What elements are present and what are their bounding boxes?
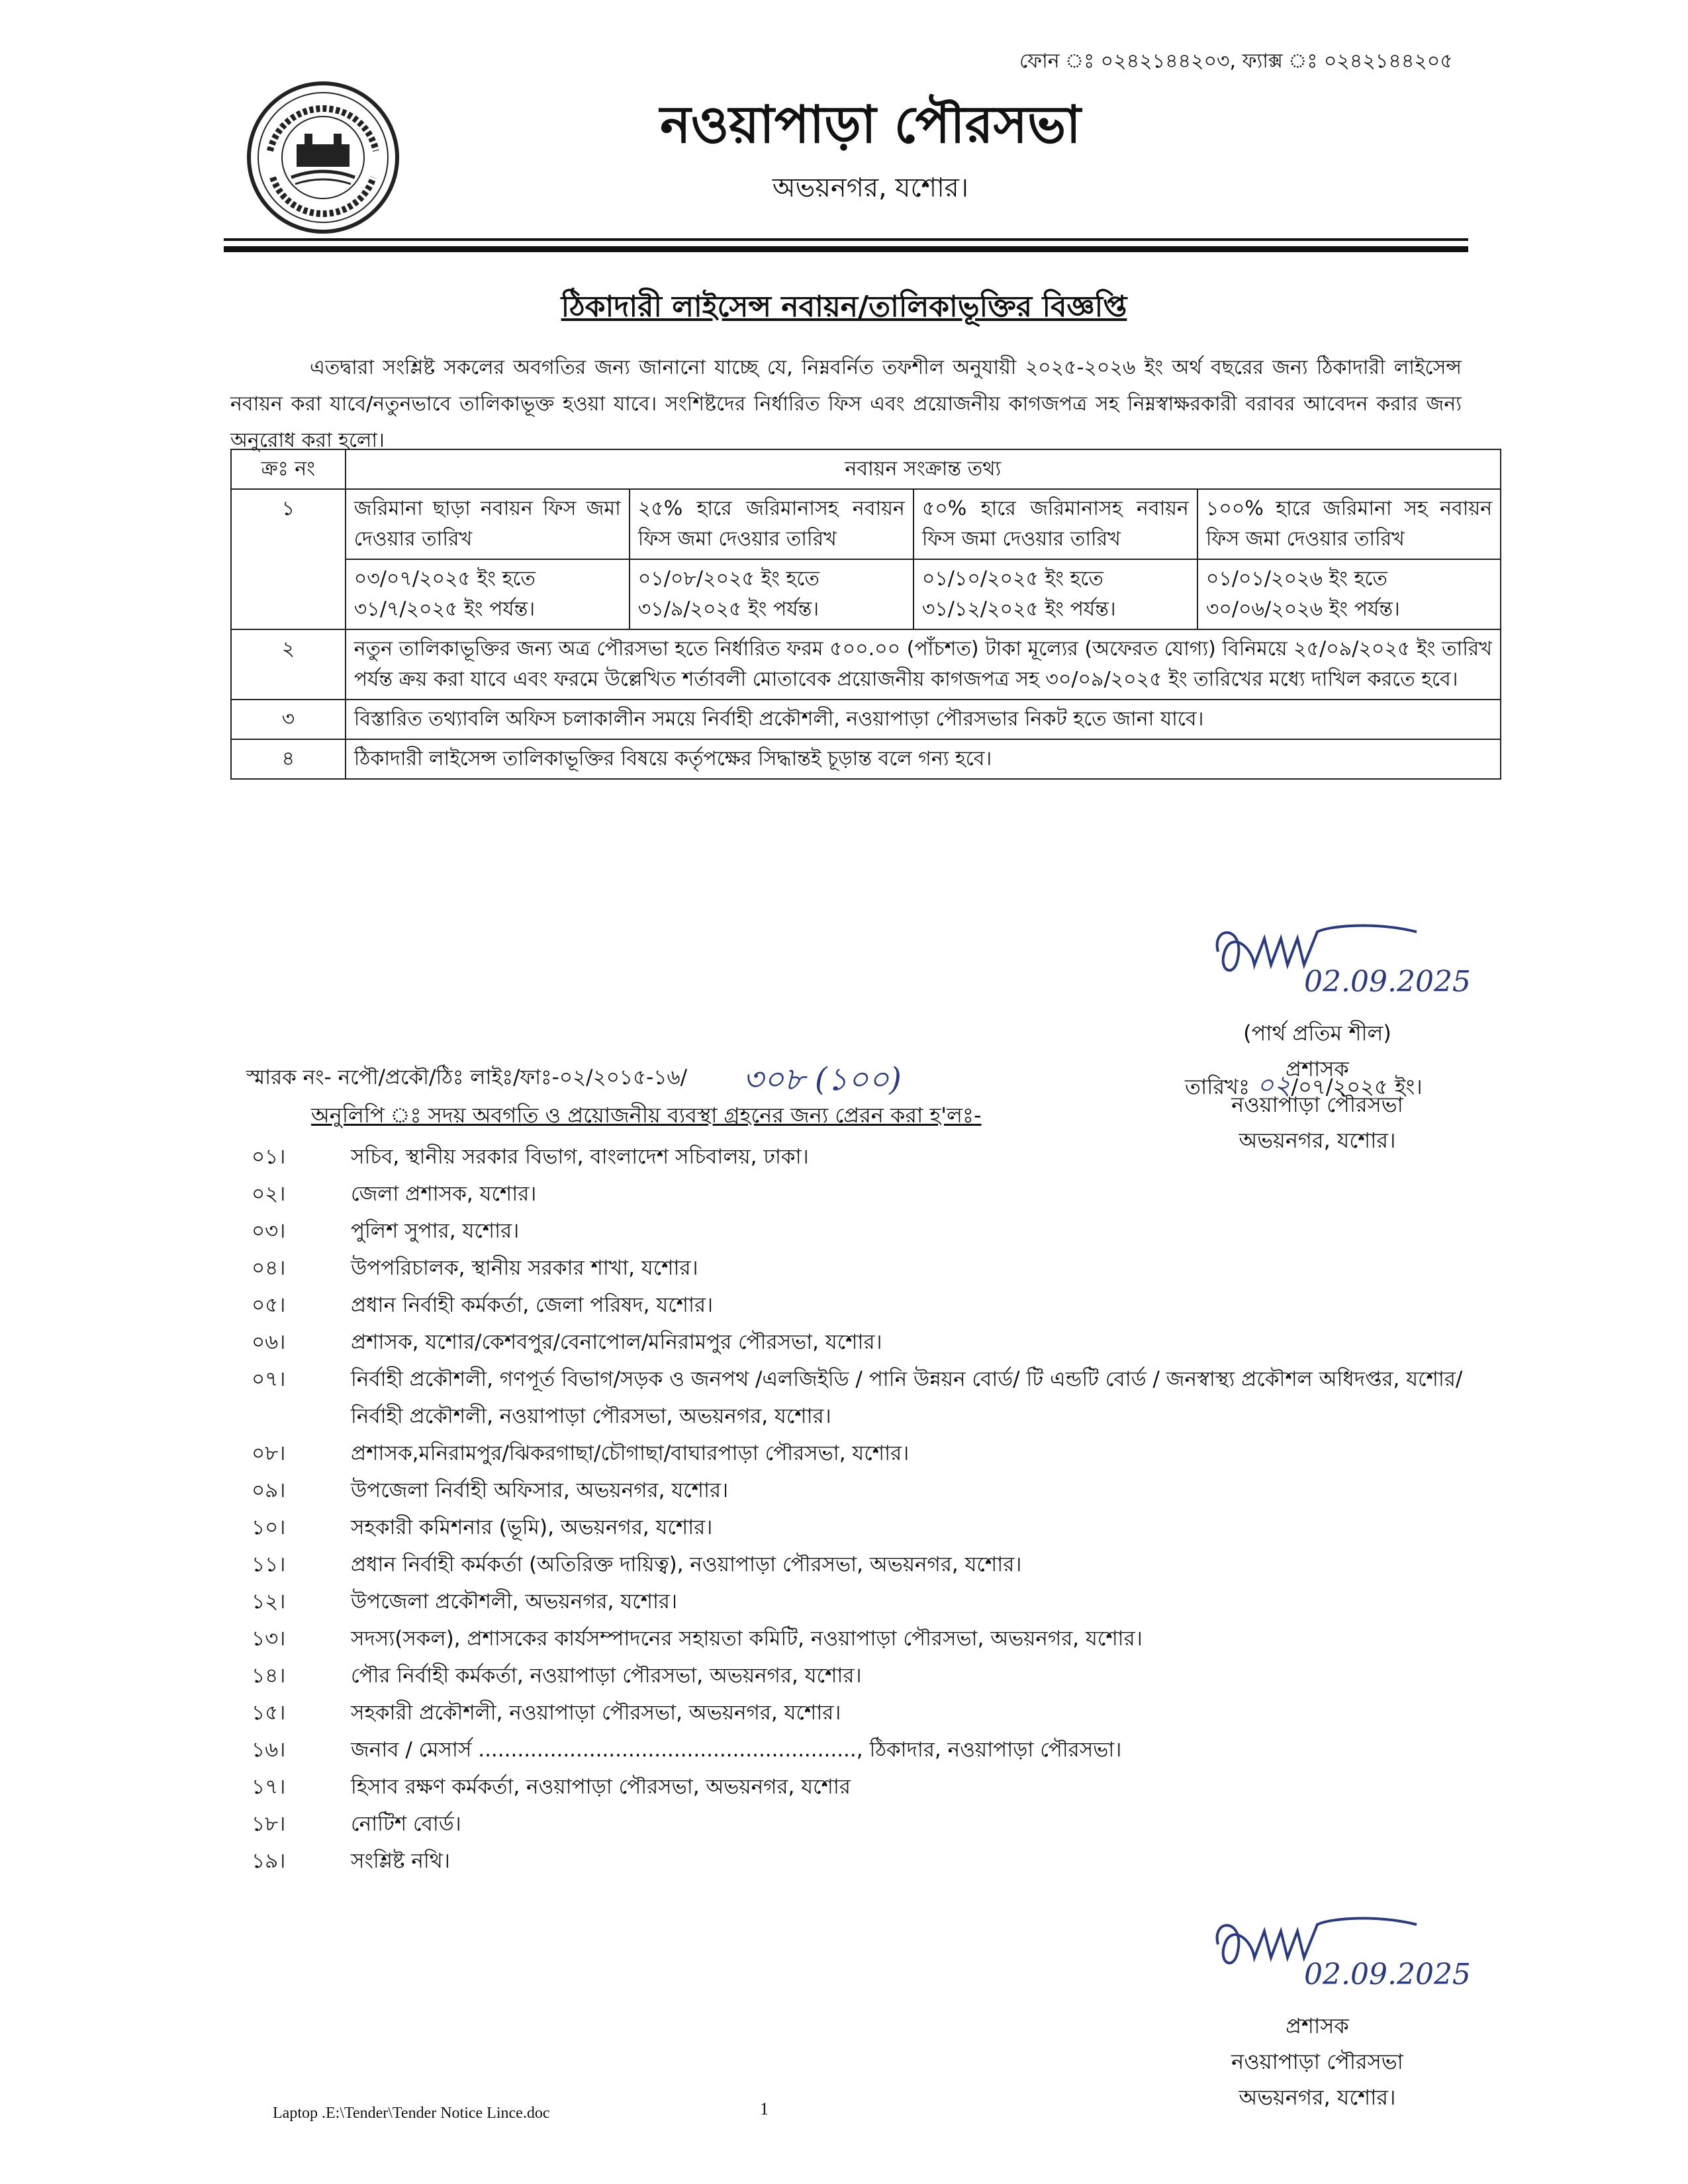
list-item-text: উপজেলা প্রকৌশলী, অভয়নগর, যশোর।	[351, 1590, 678, 1614]
date-label: তারিখঃ	[1185, 1074, 1250, 1099]
list-item	[252, 1287, 1509, 1324]
list-item-text: উপপরিচালক, স্থানীয় সরকার শাখা, যশোর।	[351, 1256, 698, 1280]
signature-icon	[1205, 1905, 1471, 1997]
row-serial: ১	[231, 489, 346, 629]
list-item	[252, 1620, 1509, 1657]
list-item-text: জনাব / মেসার্স .........................................................., ঠিকাদার, নওয়াপাড়া পৌরসভা।	[351, 1738, 1122, 1762]
date-day: ০২	[1256, 1070, 1291, 1101]
signatory-block-2	[1178, 1905, 1471, 2115]
organization-name: নওয়াপাড়া পৌরসভা	[660, 95, 1081, 155]
phase-dates	[630, 559, 914, 629]
phase-dates	[914, 559, 1197, 629]
list-item-text: প্রধান নির্বাহী কর্মকর্তা, জেলা পরিষদ, যশোর।	[351, 1293, 714, 1317]
list-item	[252, 1583, 1509, 1620]
list-item-text: জেলা প্রশাসক, যশোর।	[351, 1182, 537, 1206]
list-item	[252, 1138, 1509, 1175]
signatory-designation: প্রশাসক	[1286, 2013, 1349, 2038]
row-text: ঠিকাদারী লাইসেন্স তালিকাভূক্তির বিষয়ে কর্তৃপক্ষের সিদ্ধান্তই চূড়ান্ত বলে গন্য হবে।	[346, 739, 1501, 779]
phase-from: ০১/০১/২০২৬ ইং হতে	[1205, 567, 1387, 590]
phase-to: ৩১/৭/২০২৫ ইং পর্যন্ত।	[353, 598, 536, 621]
distribution-list	[252, 1138, 1509, 1880]
copy-to-heading: অনুলিপি ঃ সদয় অবগতি ও প্রয়োজনীয় ব্যবস্থা গ্রহনের জন্য প্রেরন করা হ'লঃ-	[311, 1103, 982, 1128]
list-item	[252, 1212, 1509, 1250]
list-item-text: পুলিশ সুপার, যশোর।	[351, 1219, 520, 1243]
table-row	[231, 559, 1501, 629]
list-item-number: ১০।	[252, 1516, 286, 1539]
signatory-office: নওয়াপাড়া পৌরসভা	[1231, 2049, 1403, 2074]
list-item-number: ১২।	[252, 1590, 286, 1614]
row-serial: ৩	[231, 700, 346, 739]
list-item-number: ১৮।	[252, 1812, 286, 1836]
list-item-number: ১৬।	[252, 1738, 286, 1762]
list-item-text: উপজেলা নির্বাহী অফিসার, অভয়নগর, যশোর।	[351, 1479, 729, 1502]
memo-handwritten-number: ৩০৮ (১০০)	[743, 1061, 902, 1098]
signatory-address: অভয়নগর, যশোর।	[1239, 1128, 1396, 1153]
list-item-number: ১৩।	[252, 1627, 286, 1651]
list-item-number: ০৭।	[252, 1367, 286, 1391]
list-item-number: ০৯।	[252, 1479, 286, 1502]
phase-from: ০১/০৮/২০২৫ ইং হতে	[637, 567, 820, 590]
list-item	[252, 1546, 1509, 1583]
list-item-number: ০২।	[252, 1182, 286, 1206]
table-row	[231, 629, 1501, 700]
phase-label: ১০০% হারে জরিমানা সহ নবায়ন ফিস জমা দেওয়ার তারিখ	[1197, 489, 1501, 559]
table-header-row	[231, 449, 1501, 489]
signature-date: 02.09.2025	[1304, 1958, 1471, 1991]
list-item-text: প্রশাসক,মনিরামপুর/ঝিকরগাছা/চৌগাছা/বাঘারপাড়া পৌরসভা, যশোর।	[351, 1441, 910, 1465]
list-item-number: ১৫।	[252, 1701, 286, 1725]
phase-label: জরিমানা ছাড়া নবায়ন ফিস জমা দেওয়ার তারিখ	[346, 489, 630, 559]
signatory-name: (পার্থ প্রতিম শীল)	[1243, 1021, 1391, 1046]
list-item-number: ০৩।	[252, 1219, 286, 1243]
list-item-text: প্রশাসক, যশোর/কেশবপুর/বেনাপোল/মনিরামপুর পৌরসভা, যশোর।	[351, 1330, 882, 1354]
signatory-address: অভয়নগর, যশোর।	[1239, 2085, 1396, 2110]
phase-dates	[1197, 559, 1501, 629]
list-item-number: ০৮।	[252, 1441, 286, 1465]
phase-label: ২৫% হারে জরিমানাসহ নবায়ন ফিস জমা দেওয়ার তারিখ	[630, 489, 914, 559]
list-item	[252, 1324, 1509, 1361]
organization-address: অভয়নগর, যশোর।	[772, 173, 969, 203]
page-number: 1	[760, 2099, 769, 2118]
list-item-number: ১১।	[252, 1553, 286, 1576]
footer-file-path: Laptop .E:\Tender\Tender Notice Lince.doc	[273, 2105, 550, 2122]
contact-line: ফোন ঃ ০২৪২১৪৪২০৩, ফ্যাক্স ঃ ০২৪২১৪৪২০৫	[1019, 50, 1453, 73]
list-item-text: সহকারী কমিশনার (ভূমি), অভয়নগর, যশোর।	[351, 1516, 713, 1539]
phase-dates	[346, 559, 630, 629]
list-item-text: সদস্য(সকল), প্রশাসকের কার্যসম্পাদনের সহায়তা কমিটি, নওয়াপাড়া পৌরসভা, অভয়নগর, যশোর।	[351, 1627, 1143, 1651]
list-item-number: ১৭।	[252, 1775, 286, 1799]
list-item	[252, 1657, 1509, 1694]
phase-to: ৩১/৯/২০২৫ ইং পর্যন্ত।	[637, 598, 820, 621]
phase-to: ৩০/০৬/২০২৬ ইং পর্যন্ত।	[1205, 598, 1400, 621]
signatory-designation: প্রশাসক	[1286, 1056, 1349, 1081]
row-text: বিস্তারিত তথ্যাবলি অফিস চলাকালীন সময়ে নির্বাহী প্রকৌশলী, নওয়াপাড়া পৌরসভার নিকট হতে জানা যাবে।	[346, 700, 1501, 739]
list-item	[252, 1843, 1509, 1880]
notice-intro: এতদ্বারা সংশ্লিষ্ট সকলের অবগতির জন্য জানানো যাচ্ছে যে, নিম্নবর্নিত তফশীল অনুযায়ী ২০২৫-২০২৬ ইং অর্থ বছরের জন্য ঠিকাদারী লাইসেন্স নবায়ন করা যাবে/নতুনভাবে তালিকাভূক্ত হওয়া যাবে। সংশিষ্টদের নির্ধারিত ফিস এবং প্রয়োজনীয় কাগজপত্র সহ নিম্নস্বাক্ষরকারী বরাবর আবেদন করার জন্য অনুরোধ করা হলো।	[230, 356, 1462, 452]
signature-icon	[1205, 912, 1471, 1005]
notice-title: ঠিকাদারী লাইসেন্স নবায়ন/তালিকাভূক্তির বিজ্ঞপ্তি	[561, 290, 1127, 324]
list-item	[252, 1472, 1509, 1509]
memo-date	[1185, 1064, 1423, 1109]
list-item-number: ০১।	[252, 1145, 286, 1169]
list-item	[252, 1250, 1509, 1287]
row-serial: ২	[231, 629, 346, 700]
list-item-text: নোটিশ বোর্ড।	[351, 1812, 461, 1836]
phase-label: ৫০% হারে জরিমানাসহ নবায়ন ফিস জমা দেওয়ার তারিখ	[914, 489, 1197, 559]
list-item-number: ০৫।	[252, 1293, 286, 1317]
list-item-text: নির্বাহী প্রকৌশলী, গণপূর্ত বিভাগ/সড়ক ও জনপথ /এলজিইডি / পানি উন্নয়ন বোর্ড/ টি এন্ডটি বোর্ড / জনস্বাস্থ্য প্রকৌশল অধিদপ্তর, যশোর/নির্বাহী প্রকৌশলী, নওয়াপাড়া পৌরসভা, অভয়নগর, যশোর।	[351, 1367, 1463, 1428]
list-item-number: ০৪।	[252, 1256, 286, 1280]
row-serial: ৪	[231, 739, 346, 779]
list-item-text: প্রধান নির্বাহী কর্মকর্তা (অতিরিক্ত দায়িত্ব), নওয়াপাড়া পৌরসভা, অভয়নগর, যশোর।	[351, 1553, 1022, 1576]
header-divider-thin	[224, 238, 1468, 241]
list-item	[252, 1731, 1509, 1768]
header-serial: ক্রঃ নং	[231, 449, 346, 489]
list-item	[252, 1805, 1509, 1843]
table-row	[231, 739, 1501, 779]
list-item-number: ০৬।	[252, 1330, 286, 1354]
list-item-text: সচিব, স্থানীয় সরকার বিভাগ, বাংলাদেশ সচিবালয়, ঢাকা।	[351, 1145, 809, 1169]
memo-reference: স্মারক নং- নপৌ/প্রকৌ/ঠিঃ লাইঃ/ফাঃ-০২/২০১৫-১৬/	[246, 1066, 688, 1089]
list-item	[252, 1361, 1509, 1435]
list-item-number: ১৯।	[252, 1849, 286, 1873]
list-item	[252, 1768, 1509, 1805]
signature-date: 02.09.2025	[1304, 965, 1471, 999]
list-item-number: ১৪।	[252, 1664, 286, 1688]
list-item	[252, 1435, 1509, 1472]
signatory-office: নওয়াপাড়া পৌরসভা	[1231, 1092, 1403, 1117]
list-item-text: সহকারী প্রকৌশলী, নওয়াপাড়া পৌরসভা, অভয়নগর, যশোর।	[351, 1701, 841, 1725]
list-item	[252, 1694, 1509, 1731]
signatory-block	[1178, 912, 1471, 1158]
renewal-info-table	[230, 449, 1501, 780]
list-item-text: পৌর নির্বাহী কর্মকর্তা, নওয়াপাড়া পৌরসভা, অভয়নগর, যশোর।	[351, 1664, 862, 1688]
table-row	[231, 489, 1501, 559]
header-divider-thick	[224, 246, 1468, 252]
list-item-text: সংশ্লিষ্ট নথি।	[351, 1849, 450, 1873]
list-item	[252, 1175, 1509, 1212]
list-item-text: হিসাব রক্ষণ কর্মকর্তা, নওয়াপাড়া পৌরসভা, অভয়নগর, যশোর	[351, 1775, 851, 1799]
header-info: নবায়ন সংক্রান্ত তথ্য	[346, 449, 1501, 489]
row-text: নতুন তালিকাভূক্তির জন্য অত্র পৌরসভা হতে নির্ধারিত ফরম ৫০০.০০ (পাঁচশত) টাকা মূল্যের (অফেরত যোগ্য) বিনিময়ে ২৫/০৯/২০২৫ ইং তারিখ পর্যন্ত ক্রয় করা যাবে এবং ফরমে উল্লেখিত শর্তাবলী মোতাবেক প্রয়োজনীয় কাগজপত্র সহ ৩০/০৯/২০২৫ ইং তারিখের মধ্যে দাখিল করতে হবে।	[346, 629, 1501, 700]
phase-from: ০৩/০৭/২০২৫ ইং হতে	[353, 567, 536, 590]
phase-to: ৩১/১২/২০২৫ ইং পর্যন্ত।	[921, 598, 1116, 621]
phase-from: ০১/১০/২০২৫ ইং হতে	[921, 567, 1103, 590]
list-item	[252, 1509, 1509, 1546]
table-row	[231, 700, 1501, 739]
date-rest: /০৭/২০২৫ ইং।	[1291, 1074, 1423, 1099]
